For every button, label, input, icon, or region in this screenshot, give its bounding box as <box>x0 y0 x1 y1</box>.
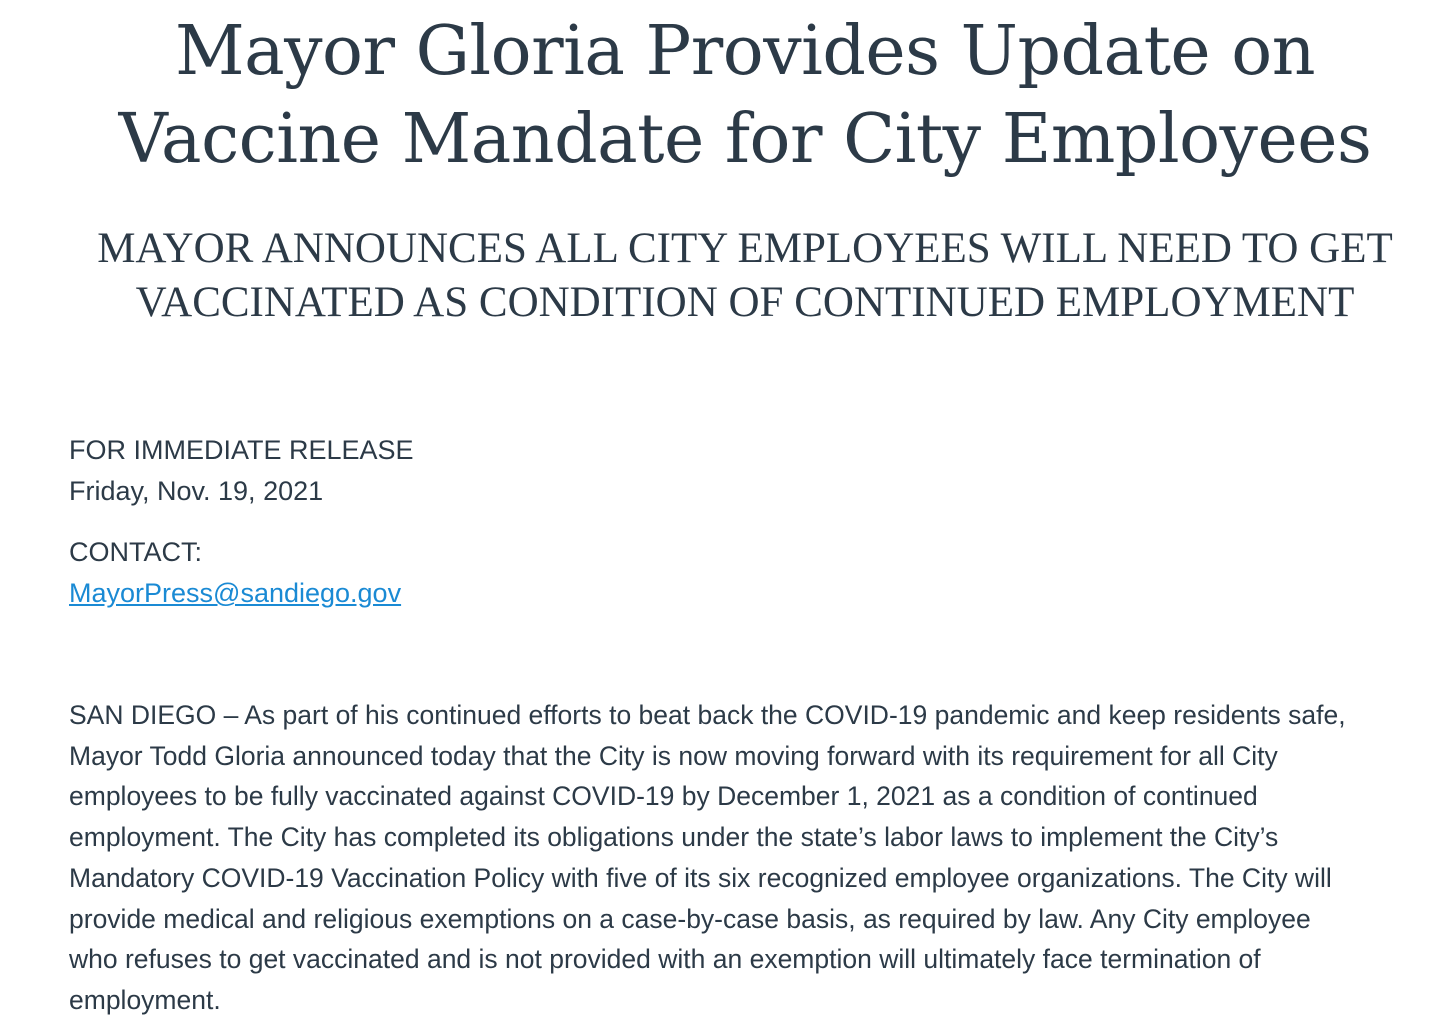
body-line: SAN DIEGO – As part of his continued efforts to beat back the COVID-19 pandemic and keep residents safe, <box>69 700 1346 730</box>
body-line: Mayor Todd Gloria announced today that the City is now moving forward with its requirement for all City <box>69 740 1278 771</box>
body-line: employees to be fully vaccinated against COVID-19 by December 1, 2021 as a condition of continued <box>69 781 1258 812</box>
contact-label: CONTACT: <box>69 537 202 567</box>
body-paragraph <box>69 695 1439 1021</box>
page-title-line: Mayor Gloria Provides Update on <box>174 12 1316 91</box>
body-line: provide medical and religious exemptions on a case-by-case basis, as required by law. Any City employee <box>69 903 1311 934</box>
contact-email-link[interactable]: MayorPress@sandiego.gov <box>69 578 402 608</box>
page-title-line: Vaccine Mandate for City Employees <box>118 100 1372 179</box>
release-label: FOR IMMEDIATE RELEASE <box>69 435 414 465</box>
contact-info <box>69 532 401 614</box>
page-title <box>0 8 1456 184</box>
page-subtitle <box>0 222 1456 330</box>
body-line: employment. <box>69 984 221 1015</box>
release-info <box>69 430 414 512</box>
body-line: Mandatory COVID-19 Vaccination Policy with five of its six recognized employee organizations. The City will <box>69 862 1332 893</box>
page-subtitle-line: MAYOR ANNOUNCES ALL CITY EMPLOYEES WILL NEED TO GET <box>97 225 1393 272</box>
body-line: who refuses to get vaccinated and is not provided with an exemption will ultimately face termination of <box>69 944 1261 975</box>
release-date: Friday, Nov. 19, 2021 <box>69 476 324 506</box>
page-subtitle-line: VACCINATED AS CONDITION OF CONTINUED EMPLOYMENT <box>135 279 1355 326</box>
body-line: employment. The City has completed its obligations under the state’s labor laws to implement the City’s <box>69 822 1279 853</box>
